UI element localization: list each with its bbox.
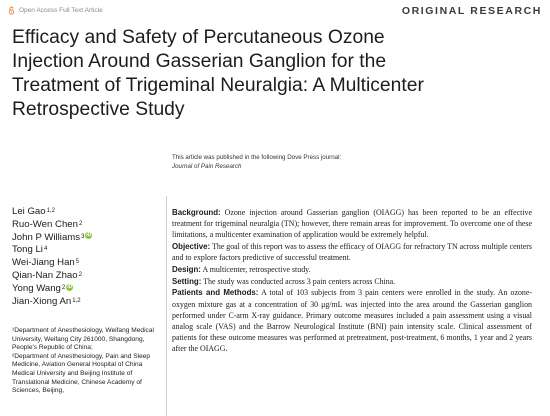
abstract-text: A multicenter, retrospective study. <box>200 265 311 275</box>
author-list <box>12 206 162 308</box>
abstract-text: The study was conducted across 3 pain centers across China. <box>201 276 396 286</box>
column-divider <box>166 196 167 416</box>
abstract-paragraph <box>172 287 532 354</box>
article-header <box>8 5 542 19</box>
journal-link[interactable]: Journal of Pain Research <box>172 163 242 170</box>
author-name[interactable] <box>12 270 162 283</box>
abstract-label: Design: <box>172 265 201 275</box>
author-name-text: Yong Wang <box>12 282 61 294</box>
author-name[interactable] <box>12 206 162 219</box>
author-affiliation-number: 1,2 <box>72 297 81 304</box>
abstract-label: Background: <box>172 208 221 217</box>
abstract-paragraph <box>172 264 532 275</box>
author-name-text: John P Williams <box>12 231 81 243</box>
publication-note <box>172 153 341 171</box>
author-name-text: Lei Gao <box>12 206 46 217</box>
author-name-text: Wei-Jiang Han <box>12 257 75 269</box>
orcid-icon[interactable]: iD <box>67 283 73 290</box>
author-affiliation-number: 2 <box>61 284 66 291</box>
author-affiliation-number: 4 <box>43 246 48 253</box>
author-name-text: Qian-Nan Zhao <box>12 269 78 281</box>
abstract-text: The goal of this report was to assess the efficacy of OIAGG for refractory TN across multiple centers and to explore factors predictive of successful treatment. <box>172 242 532 263</box>
title-line: Injection Around Gasserian Ganglion for the <box>12 51 387 72</box>
author-name[interactable] <box>12 219 162 232</box>
author-name[interactable] <box>12 296 162 309</box>
abstract <box>172 207 532 355</box>
abstract-label: Objective: <box>172 242 211 252</box>
abstract-paragraph <box>172 241 532 263</box>
author-name-text: Ruo-Wen Chen <box>12 218 78 230</box>
author-affiliation-number: 1,2 <box>46 208 55 214</box>
author-name[interactable] <box>12 244 162 257</box>
abstract-paragraph <box>172 276 532 287</box>
abstract-text: A total of 103 subjects from 3 pain centers were enrolled in the study. An ozone-oxygen mixture gas at a concentration of 30 μg/mL was injected into the area around the Gasserian ganglion performed under C-arm X-ray guidance. Primary outcome measures included a pain assessment using a visual analog scale (VAS) and the Barrow Neurological Institute (BNI) pain intensity scale. Clinical assessment of patients for these outcome measures was performed at pretreatment, post-treatment, 6 months, 1 year and 2 years after the OIAGG. <box>172 288 532 354</box>
abstract-paragraph <box>172 207 532 241</box>
publication-note-text: This article was published in the following Dove Press journal: <box>172 154 342 161</box>
author-name-text: Tong Li <box>12 244 43 256</box>
title-line: Efficacy and Safety of Percutaneous Ozone <box>12 27 385 48</box>
affiliations <box>12 327 162 396</box>
title-line: Treatment of Trigeminal Neuralgia: A Multicenter <box>12 75 424 96</box>
author-affiliation-number: 3 <box>81 233 85 240</box>
article-title <box>12 26 537 122</box>
author-affiliation-number: 2 <box>78 220 83 227</box>
author-affiliation-number: 5 <box>75 259 80 266</box>
author-name-text: Jian-Xiong An <box>12 295 72 307</box>
affiliation: ²Department of Anesthesiology, Pain and Sleep Medicine, Aviation General Hospital of China Medical University and Beijing Institute of Translational Medicine, Chinese Academy of Sciences, Beijing, <box>12 352 151 395</box>
open-access-label: Open Access Full Text Article <box>19 7 103 14</box>
orcid-icon[interactable]: iD <box>86 232 92 239</box>
section-label: ORIGINAL RESEARCH <box>401 5 542 17</box>
author-affiliation-number: 2 <box>78 271 82 278</box>
author-name[interactable] <box>12 232 162 245</box>
title-line: Retrospective Study <box>12 99 185 120</box>
author-name[interactable] <box>12 283 162 296</box>
abstract-label: Patients and Methods: <box>172 288 259 298</box>
affiliation: ¹Department of Anesthesiology, Weifang Medical University, Weifang City 261000, Shangdong, People's Republic of China; <box>12 327 154 352</box>
abstract-label: Setting: <box>172 276 202 286</box>
author-name[interactable] <box>12 257 162 270</box>
open-access-lock-icon <box>8 6 15 15</box>
open-access-badge[interactable] <box>8 6 103 15</box>
abstract-text: Ozone injection around Gasserian ganglion (OIAGG) has been reported to be an effective treatment for trigeminal neuralgia (TN); however, there remain areas for improvement. To overcome one of these limitations, a multicenter examination of application would be extremely helpful. <box>172 208 532 240</box>
